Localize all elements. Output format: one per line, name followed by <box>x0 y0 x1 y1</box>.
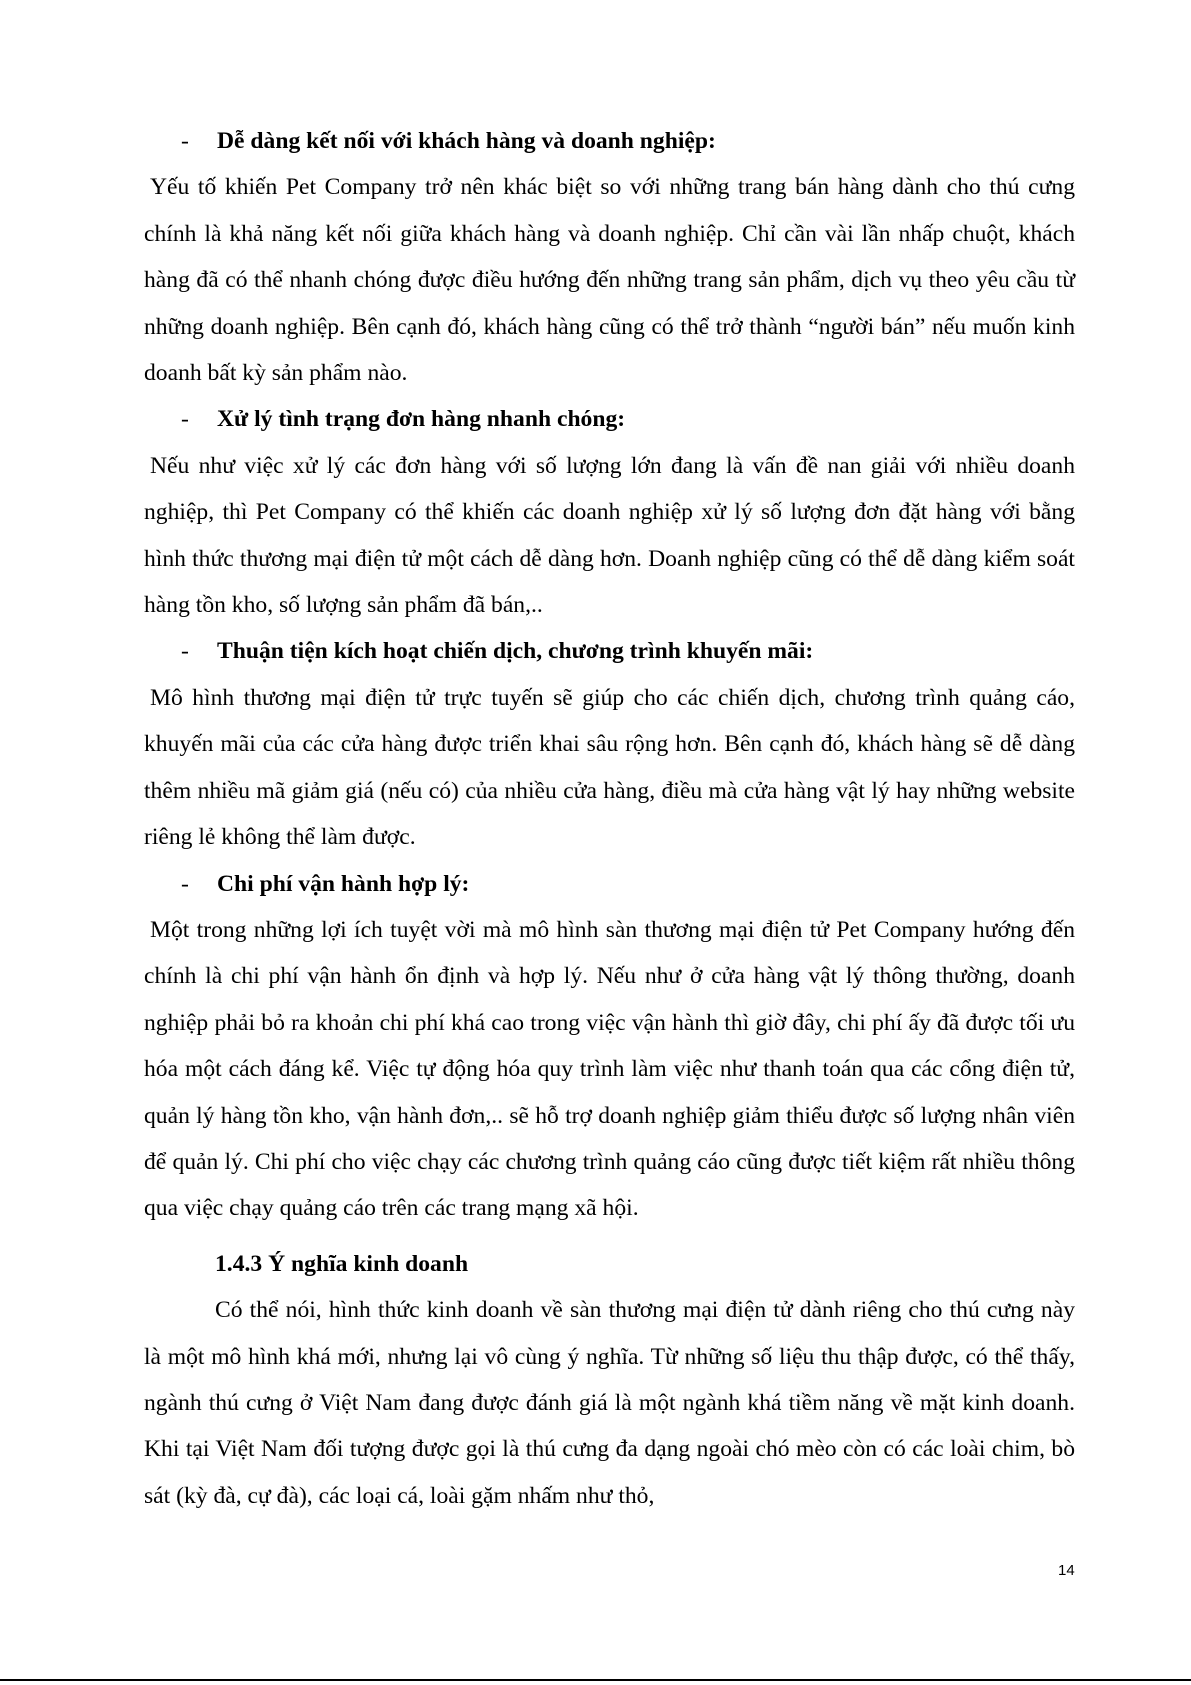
bullet-dash: - <box>181 128 189 154</box>
bullet-dash: - <box>181 870 189 897</box>
paragraph: Có thể nói, hình thức kinh doanh về sàn thương mại điện tử dành riêng cho thú cưng này là một mô hình khá mới, nhưng lại vô cùng ý nghĩa. Từ những số liệu thu thập được, có thể thấy, ngành thú cưng ở Việt Nam đang được đánh giá là một ngành khá tiềm năng về mặt kinh doanh. Khi tại Việt Nam đối tượng được gọi là thú cưng đa dạng ngoài chó mèo còn có các loài chim, bò sát (kỳ đà, cự đà), các loại cá, loài gặm nhấm như thỏ, <box>144 1297 1075 1509</box>
paragraph: Mô hình thương mại điện tử trực tuyến sẽ giúp cho các chiến dịch, chương trình quảng cáo, khuyến mãi của các cửa hàng được triển khai sâu rộng hơn. Bên cạnh đó, khách hàng sẽ dễ dàng thêm nhiều mã giảm giá (nếu có) của nhiều cửa hàng, điều mà cửa hàng vật lý hay những website riêng lẻ không thể làm được. <box>144 684 1075 851</box>
footer-divider <box>0 1679 1191 1681</box>
paragraph: Yếu tố khiến Pet Company trở nên khác biệt so với những trang bán hàng dành cho thú cưng chính là khả năng kết nối giữa khách hàng và doanh nghiệp. Chỉ cần vài lần nhấp chuột, khách hàng đã có thể nhanh chóng được điều hướng đến những trang sản phẩm, dịch vụ theo yêu cầu từ những doanh nghiệp. Bên cạnh đó, khách hàng cũng có thể trở thành “người bán” nếu muốn kinh doanh bất kỳ sản phẩm nào. <box>144 174 1075 387</box>
subsection-business-meaning <box>144 1241 1075 1519</box>
paragraph: Một trong những lợi ích tuyệt vời mà mô hình sàn thương mại điện tử Pet Company hướng đến chính là chi phí vận hành ổn định và hợp lý. Nếu như ở cửa hàng vật lý thông thường, doanh nghiệp phải bỏ ra khoản chi phí khá cao trong việc vận hành thì giờ đây, chi phí ấy đã được tối ưu hóa một cách đáng kể. Việc tự động hóa quy trình làm việc như thanh toán qua các cổng điện tử, quản lý hàng tồn kho, vận hành đơn,.. sẽ hỗ trợ doanh nghiệp giảm thiểu được số lượng nhân viên để quản lý. Chi phí cho việc chạy các chương trình quảng cáo cũng được tiết kiệm rất nhiều thông qua việc chạy quảng cáo trên các trang mạng xã hội. <box>144 916 1075 1222</box>
heading-text: Chi phí vận hành hợp lý: <box>217 870 470 897</box>
page-number: 14 <box>1058 1562 1075 1579</box>
bullet-dash: - <box>181 638 189 665</box>
bullet-dash: - <box>181 406 189 433</box>
section-costs <box>144 861 1075 1232</box>
heading-text: Xử lý tình trạng đơn hàng nhanh chóng: <box>217 406 626 433</box>
heading-text: Thuận tiện kích hoạt chiến dịch, chương trình khuyến mãi: <box>217 638 814 665</box>
document-body <box>144 118 1075 1519</box>
bullet-heading <box>144 118 1075 164</box>
bullet-heading <box>144 396 1075 442</box>
section-connect <box>144 118 1075 396</box>
section-campaigns <box>144 628 1075 860</box>
bullet-heading <box>144 861 1075 907</box>
paragraph: Nếu như việc xử lý các đơn hàng với số lượng lớn đang là vấn đề nan giải với nhiều doanh nghiệp, thì Pet Company có thể khiến các doanh nghiệp xử lý số lượng đơn đặt hàng với bằng hình thức thương mại điện tử một cách dễ dàng hơn. Doanh nghiệp cũng có thể dễ dàng kiểm soát hàng tồn kho, số lượng sản phẩm đã bán,.. <box>144 452 1075 619</box>
subsection-title: 1.4.3 Ý nghĩa kinh doanh <box>215 1250 469 1277</box>
bullet-heading <box>144 628 1075 674</box>
heading-text: Dễ dàng kết nối với khách hàng và doanh nghiệp: <box>217 128 716 154</box>
section-orders <box>144 396 1075 628</box>
